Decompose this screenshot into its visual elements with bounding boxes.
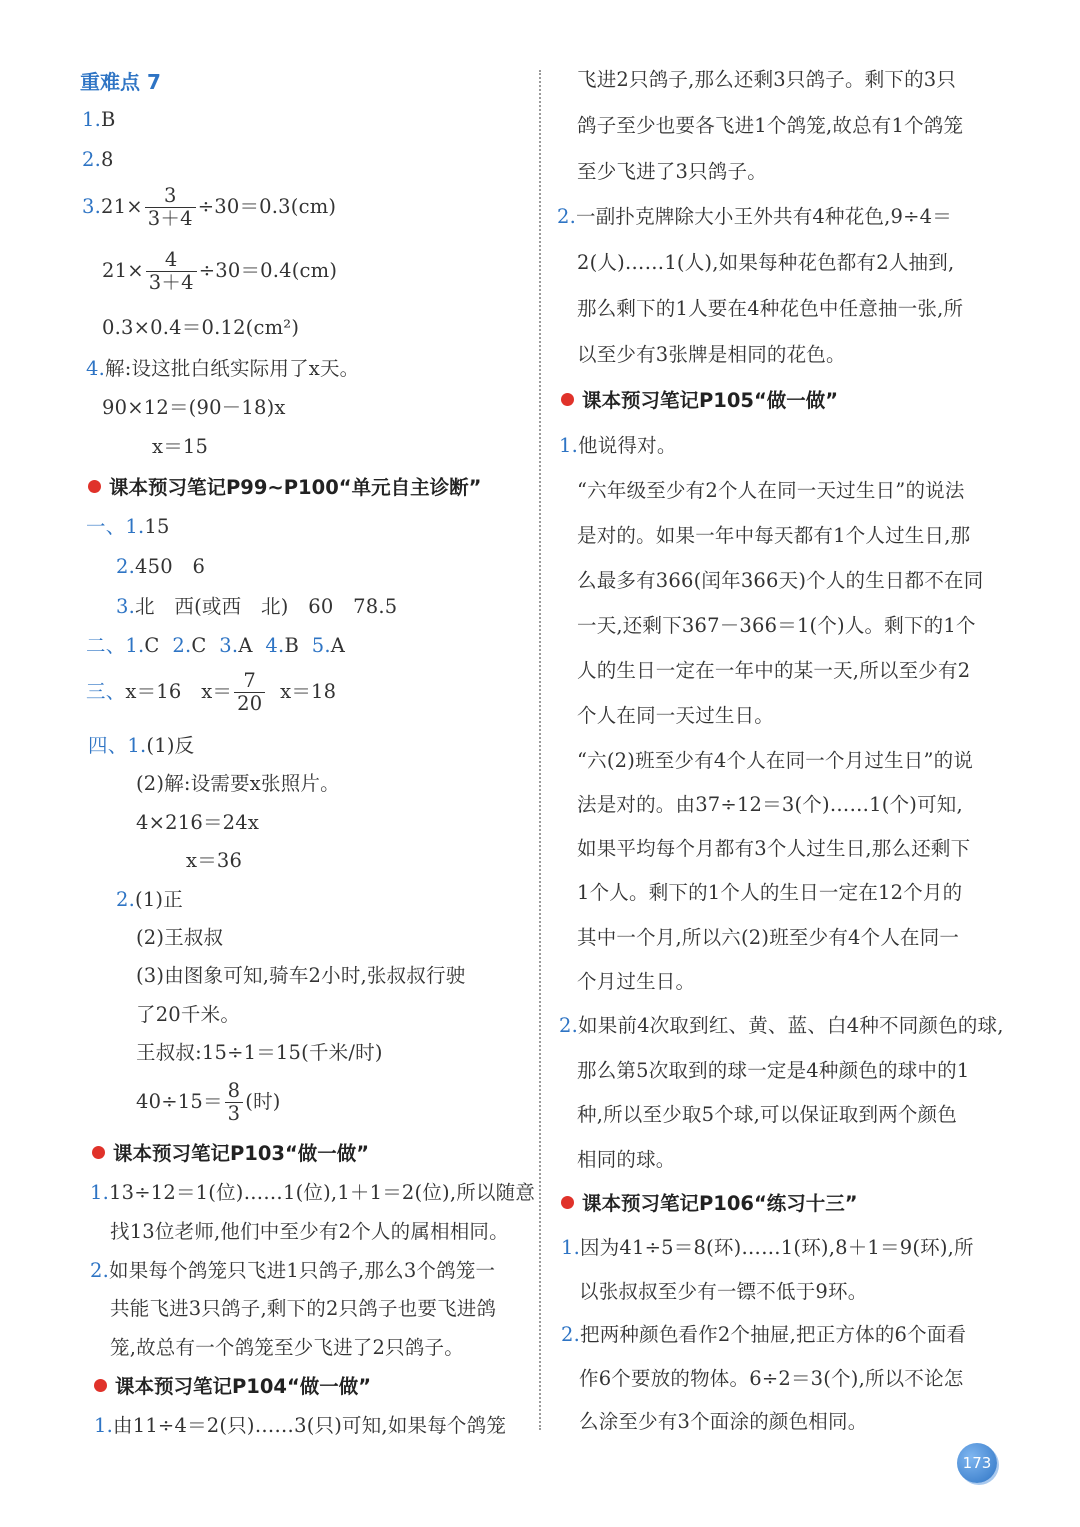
diag-row-8: 4×216＝24x [136,811,260,834]
answer-number: 1. [82,108,102,131]
p106-q2-line-2: 作6个要放的物体。6÷2＝3(个),所以不论怎 [579,1367,964,1390]
section-title-p106 [561,1192,858,1216]
answer-3-line-3: 0.3×0.4＝0.12(cm²) [102,316,300,339]
answer-4-line-2: 90×12＝(90－18)x [102,396,286,419]
answer-text: (1)正 [135,888,183,911]
diag-row-14: 王叔叔:15÷1＝15(千米/时) [136,1041,383,1064]
section-title-p99-p100 [88,476,481,500]
answer-text: 他说得对。 [578,434,677,457]
answer-number: 三、 [86,680,126,703]
answer-number: 1. [561,1236,581,1259]
p104-q2-line-1 [557,205,952,229]
p105-para-line-2: 是对的。如果一年中每天都有1个人过生日,那 [577,524,971,547]
section-title-p104 [94,1375,371,1399]
expr-text: 21× [101,195,143,218]
expr-text: ÷30＝0.3(cm) [197,195,337,218]
fraction-numerator: 8 [227,1079,241,1102]
p105-para-line-11: 其中一个月,所以六(2)班至少有4个人在同一 [577,926,960,949]
answer-text: 由11÷4＝2(只)……3(只)可知,如果每个鸽笼 [113,1414,507,1437]
p105-para-line-4: 一天,还剩下367－366＝1(个)人。剩下的1个 [577,614,976,637]
section-title-text: 课本预习笔记P99~P100“单元自主诊断” [109,476,482,499]
answer-number: 2. [172,634,192,657]
p105-q2-line-2: 那么第5次取到的球一定是4种颜色的球中的1 [577,1059,970,1082]
p103-q2-line-2: 共能飞进3只鸽子,剩下的2只鸽子也要飞进鸽 [110,1297,497,1320]
p106-q2-line-1 [561,1323,966,1347]
bullet-dot-icon [94,1379,107,1392]
answer-text: C [144,634,160,657]
diag-row-3 [116,595,397,619]
answer-4-line-1 [86,357,359,381]
p105-para-line-7: “六(2)班至少有4个人在同一个月过生日”的说 [577,749,974,772]
answer-number: 2. [90,1259,110,1282]
diag-row-2 [116,555,205,579]
answer-text: x＝18 [280,680,337,703]
section-title-text: 课本预习笔记P104“做一做” [115,1375,372,1398]
fraction-numerator: 7 [243,669,257,692]
diag-row-10 [116,888,183,912]
expr-text: 21× [102,259,144,282]
answer-text: 因为41÷5＝8(环)……1(环),8＋1＝9(环),所 [580,1236,974,1259]
answer-text: C [191,634,207,657]
fraction-numerator: 3 [163,184,177,207]
bullet-dot-icon [561,1196,574,1209]
answer-number: 2. [116,555,136,578]
bullet-dot-icon [92,1146,105,1159]
bullet-dot-icon [561,393,574,406]
answer-text: 把两种颜色看作2个抽屉,把正方体的6个面看 [580,1323,967,1346]
p104-q1-line-1 [94,1414,506,1438]
fraction-numerator: 4 [164,248,178,271]
answer-text: 解:设这批白纸实际用了x天。 [105,357,360,380]
section-title-text: 课本预习笔记P106“练习十三” [582,1192,858,1215]
answer-text: x＝16 x＝ [125,680,233,703]
fraction [146,249,197,294]
p105-q2-line-4: 相同的球。 [577,1148,676,1171]
answer-3-line-2 [102,249,337,294]
p105-para-line-6: 个人在同一天过生日。 [577,704,775,727]
diag-row-7: (2)解:设需要x张照片。 [136,772,340,795]
answer-number: 2. [82,148,102,171]
fraction [225,1080,244,1125]
answer-text: 15 [144,515,170,538]
p105-q2-line-1 [559,1014,1004,1038]
answer-text: B [284,634,299,657]
section-title-p103 [92,1142,369,1166]
answer-number: 1. [90,1181,110,1204]
page-number-badge: 173 [957,1443,997,1483]
answer-number: 4. [86,357,106,380]
column-divider [539,70,541,1430]
answer-text: B [101,108,116,131]
p105-para-line-9: 如果平均每个月都有3个人过生日,那么还剩下 [577,837,971,860]
answer-text: A [330,634,346,657]
answer-number: 一、1. [86,515,145,538]
fraction-denominator: 3＋4 [145,207,196,230]
diag-row-13: 了20千米。 [136,1003,241,1026]
p104-q1-cont-2: 鸽子至少也要各飞进1个鸽笼,故总有1个鸽笼 [577,114,964,137]
answer-text: (1)反 [146,734,195,757]
answer-4-line-3: x＝15 [152,435,209,458]
answer-number: 四、1. [88,734,147,757]
diag-row-15 [136,1080,281,1125]
diag-row-6 [88,734,194,758]
expr-text: ÷30＝0.4(cm) [198,259,338,282]
p105-q2-line-3: 种,所以至少取5个球,可以保证取到两个颜色 [577,1103,958,1126]
section-title-p105 [561,389,838,413]
answer-text: 8 [101,148,114,171]
p104-q2-line-4: 以至少有3张牌是相同的花色。 [577,343,846,366]
fraction [145,185,196,230]
answer-number: 1. [559,434,579,457]
answer-number: 3. [219,634,239,657]
answer-text: 北 西(或西 北) 60 78.5 [135,595,398,618]
answer-1 [82,108,116,132]
p106-q1-line-1 [561,1236,974,1260]
fraction-denominator: 3 [225,1102,244,1125]
answer-number: 3. [82,195,102,218]
p106-q2-line-3: 么涂至少有3个面涂的颜色相同。 [579,1410,868,1433]
p105-para-line-10: 1个人。剩下的1个人的生日一定在12个月的 [577,881,963,904]
p105-para-line-5: 人的生日一定在一年中的某一天,所以至少有2 [577,659,971,682]
section-header-key-points: 重难点 7 [80,70,161,94]
section-title-text: 课本预习笔记P103“做一做” [113,1142,370,1165]
answer-text: 如果每个鸽笼只飞进1只鸽子,那么3个鸽笼一 [109,1259,496,1282]
bullet-dot-icon [88,480,101,493]
p103-q2-line-3: 笼,故总有一个鸽笼至少飞进了2只鸽子。 [110,1336,464,1359]
answer-text: 450 6 [135,555,206,578]
section-title-text: 课本预习笔记P105“做一做” [582,389,839,412]
answer-number: 2. [559,1014,579,1037]
answer-text: 如果前4次取到红、黄、蓝、白4种不同颜色的球, [578,1014,1004,1037]
p105-para-line-8: 法是对的。由37÷12＝3(个)……1(个)可知, [577,793,963,816]
p105-para-line-12: 个月过生日。 [577,970,696,993]
answer-3-line-1 [82,185,336,230]
diag-row-5 [86,670,336,715]
p103-q1-line-1 [90,1181,535,1205]
fraction-denominator: 3＋4 [146,271,197,294]
p104-q1-cont-3: 至少飞进了3只鸽子。 [577,160,767,183]
answer-number: 4. [265,634,285,657]
answer-text: A [238,634,253,657]
answer-number: 5. [311,634,331,657]
p105-para-line-1: “六年级至少有2个人在同一天过生日”的说法 [577,479,965,502]
answer-number: 二、1. [86,634,145,657]
p103-q2-line-1 [90,1259,495,1283]
diag-row-9: x＝36 [186,849,243,872]
diag-row-1 [86,515,170,539]
p106-q1-line-2: 以张叔叔至少有一镖不低于9环。 [579,1280,868,1303]
p104-q1-cont-1: 飞进2只鸽子,那么还剩3只鸽子。剩下的3只 [577,68,957,91]
answer-2 [82,148,114,172]
p104-q2-line-3: 那么剩下的1人要在4种花色中任意抽一张,所 [577,297,964,320]
expr-text: (时) [245,1090,281,1113]
diag-row-11: (2)王叔叔 [136,926,224,949]
expr-text: 40÷15＝ [136,1090,223,1113]
fraction [234,670,265,715]
p104-q2-line-2: 2(人)……1(人),如果每种花色都有2人抽到, [577,251,955,274]
p105-q1 [559,434,677,458]
diag-row-4 [86,634,345,658]
answer-number: 2. [557,205,577,228]
answer-number: 2. [561,1323,581,1346]
answer-text: 13÷12＝1(位)……1(位),1＋1＝2(位),所以随意 [109,1181,536,1204]
fraction-denominator: 20 [234,692,265,715]
diag-row-12: (3)由图象可知,骑车2小时,张叔叔行驶 [136,964,466,987]
answer-number: 3. [116,595,136,618]
p105-para-line-3: 么最多有366(闰年366天)个人的生日都不在同 [577,569,984,592]
answer-number: 1. [94,1414,114,1437]
p103-q1-line-2: 找13位老师,他们中至少有2个人的属相相同。 [110,1220,509,1243]
answer-text: 一副扑克牌除大小王外共有4种花色,9÷4＝ [576,205,952,228]
answer-number: 2. [116,888,136,911]
